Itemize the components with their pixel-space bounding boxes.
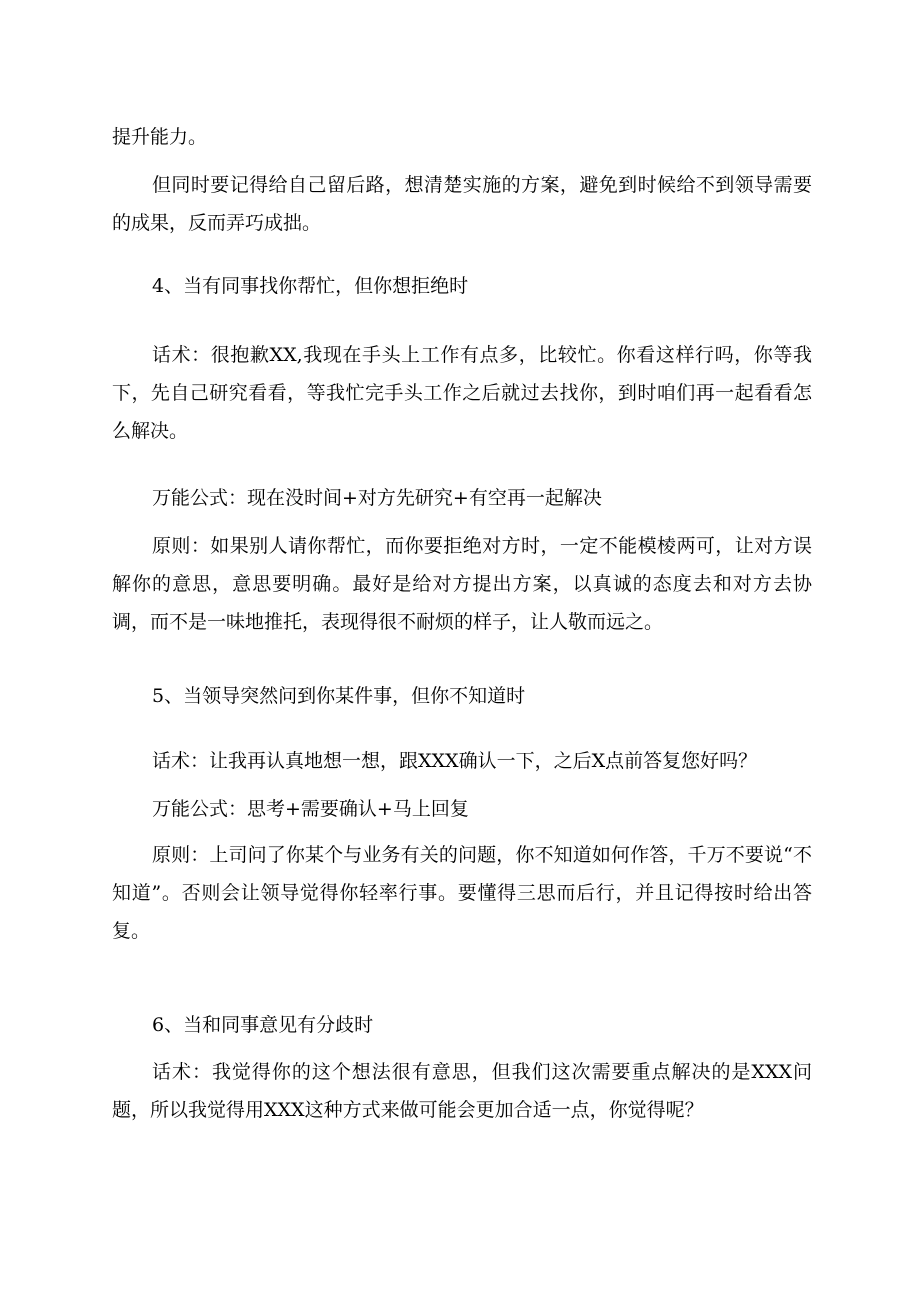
paragraph-script-6: 话术：我觉得你的这个想法很有意思，但我们这次需要重点解决的是XXX问题，所以我觉得用XXX这种方式来做可能会更加合适一点，你觉得呢？: [112, 1061, 812, 1121]
section-heading-5: 5、当领导突然问到你某件事，但你不知道时: [152, 685, 526, 707]
paragraph-script-5: 话术：让我再认真地想一想，跟XXX确认一下，之后X点前答复您好吗？: [152, 750, 758, 772]
paragraph-principle-5: 原则：上司问了你某个与业务有关的问题，你不知道如何作答，千万不要说“不知道”。否则会让领导觉得你轻率行事。要懂得三思而后行，并且记得按时给出答复。: [112, 844, 812, 942]
paragraph-formula-4: 万能公式：现在没时间+对方先研究+有空再一起解决: [152, 487, 602, 509]
paragraph-continuation: 提升能力。: [112, 126, 208, 148]
paragraph-formula-5: 万能公式：思考+需要确认+马上回复: [152, 798, 469, 820]
paragraph-fallback-plan: 但同时要记得给自己留后路，想清楚实施的方案，避免到时候给不到领导需要的成果，反而弄巧成拙。: [112, 174, 812, 234]
paragraph-script-4: 话术：很抱歉XX,我现在手头上工作有点多，比较忙。你看这样行吗，你等我下，先自己研究看看，等我忙完手头工作之后就过去找你，到时咱们再一起看看怎么解决。: [112, 344, 812, 442]
section-heading-4: 4、当有同事找你帮忙，但你想拒绝时: [152, 275, 469, 297]
paragraph-principle-4: 原则：如果别人请你帮忙，而你要拒绝对方时，一定不能模棱两可，让对方误解你的意思，意思要明确。最好是给对方提出方案，以真诚的态度去和对方去协调，而不是一味地推托，表现得很不耐烦的样子，让人敬而远之。: [112, 535, 812, 633]
section-heading-6: 6、当和同事意见有分歧时: [152, 1014, 374, 1036]
